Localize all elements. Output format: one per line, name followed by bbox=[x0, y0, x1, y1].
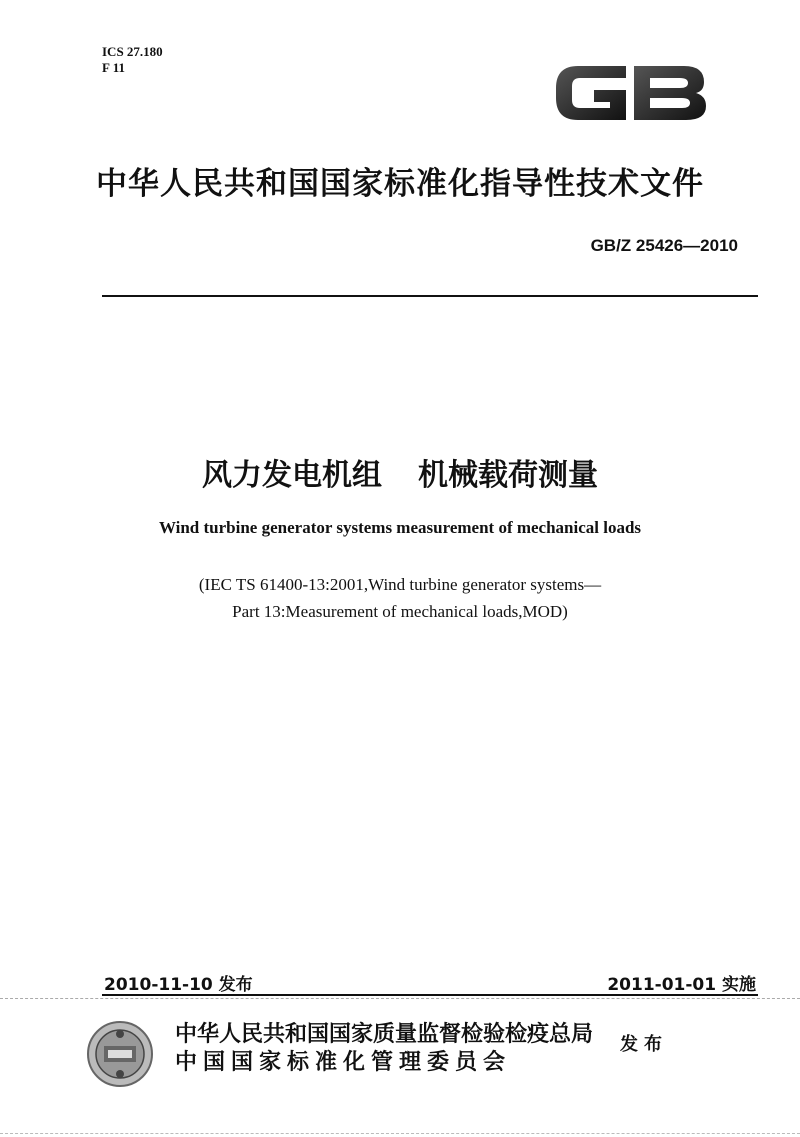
adoption-line-2: Part 13:Measurement of mechanical loads,MOD) bbox=[232, 602, 568, 621]
classification-codes bbox=[102, 44, 163, 76]
header-divider bbox=[102, 295, 758, 297]
issuer-aqsiq: 中华人民共和国国家质量监督检验检疫总局 bbox=[175, 1022, 594, 1047]
issuer-sac: 中国国家标准化管理委员会 bbox=[175, 1050, 512, 1075]
publish-label: 发布 bbox=[620, 1034, 668, 1055]
scan-dash-line bbox=[0, 998, 800, 999]
issue-date: 2010-11-10 发布 bbox=[104, 975, 253, 995]
implementation-date: 2011-01-01 实施 bbox=[607, 975, 756, 995]
standard-kind: 中华人民共和国国家标准化指导性技术文件 bbox=[96, 166, 704, 202]
chinese-title-part2: 机械载荷测量 bbox=[418, 458, 598, 493]
ccs-code: F 11 bbox=[102, 60, 125, 75]
standard-number: GB/Z 25426—2010 bbox=[590, 236, 738, 255]
footer-divider bbox=[102, 994, 758, 996]
chinese-title bbox=[0, 450, 800, 494]
english-title: Wind turbine generator systems measurement of mechanical loads bbox=[158, 518, 642, 537]
adoption-note bbox=[0, 571, 800, 625]
ics-code: ICS 27.180 bbox=[102, 44, 163, 59]
issuer-seal-icon bbox=[86, 1020, 154, 1088]
scan-edge-line bbox=[0, 1133, 800, 1134]
adoption-line-1: (IEC TS 61400-13:2001,Wind turbine generator systems— bbox=[198, 575, 602, 594]
gb-logo bbox=[548, 58, 714, 128]
chinese-title-part1: 风力发电机组 bbox=[202, 458, 382, 493]
